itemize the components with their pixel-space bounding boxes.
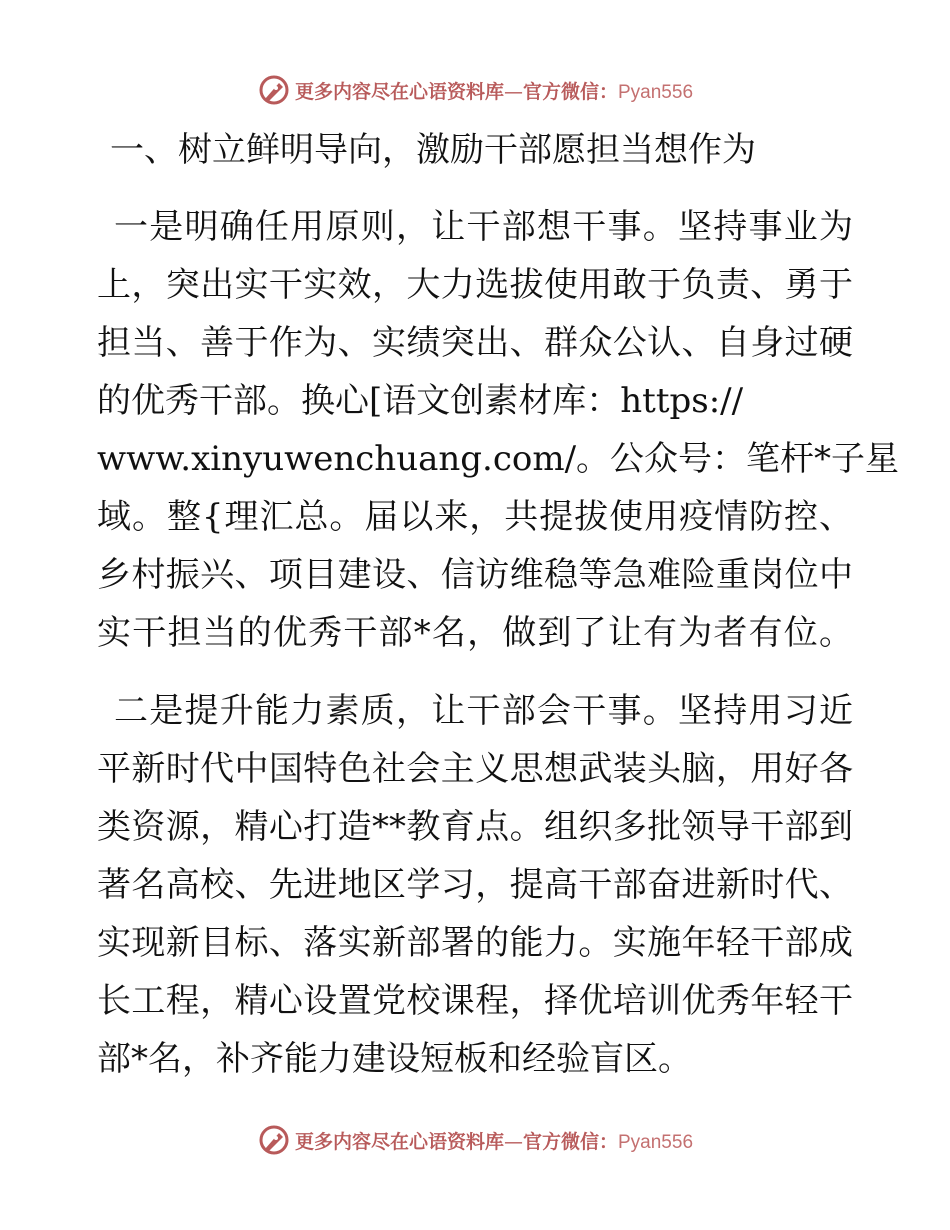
footer-banner [0,1120,950,1160]
pen-nib-logo-icon [257,73,291,107]
paragraph-line: 实干担当的优秀干部*名，做到了让有为者有位。 [97,613,853,653]
paragraph-2 [97,682,853,1088]
paragraph-line: www.xinyuwenchuang.com/。公众号：笔杆*子星 [97,439,900,479]
banner-separator: — [503,80,523,103]
section-heading: 一、树立鲜明导向，激励干部愿担当想作为 [110,130,756,170]
banner-separator: — [503,1130,523,1153]
header-banner [0,70,950,110]
banner-text [295,1127,693,1154]
banner-wechat-id: Pyan556 [618,1131,694,1153]
banner-wechat-label: 官方微信： [522,80,618,103]
banner-slogan: 更多内容尽在心语资料库 [294,80,504,103]
paragraph-line: 担当、善于作为、实绩突出、群众公认、自身过硬 [97,323,853,363]
banner-text [295,77,693,104]
paragraph-line: 类资源，精心打造**教育点。组织多批领导干部到 [97,807,853,847]
paragraph-line: 域。整{理汇总。届以来，共提拔使用疫情防控、 [97,497,853,537]
banner-wechat-label: 官方微信： [522,1130,618,1153]
paragraph-line: 实现新目标、落实新部署的能力。实施年轻干部成 [97,923,853,963]
paragraph-line: 部*名，补齐能力建设短板和经验盲区。 [97,1039,692,1079]
pen-nib-logo-icon [257,1123,291,1157]
paragraph-line: 乡村振兴、项目建设、信访维稳等急难险重岗位中 [97,555,853,595]
document-body [97,122,900,1088]
paragraph-1 [97,198,900,662]
paragraph-line: 上，突出实干实效，大力选拔使用敢于负责、勇于 [97,265,853,305]
paragraph-line: 著名高校、先进地区学习，提高干部奋进新时代、 [97,865,853,905]
banner-wechat-id: Pyan556 [618,81,694,103]
paragraph-line: 平新时代中国特色社会主义思想武装头脑，用好各 [97,749,853,789]
paragraph-line: 一是明确任用原则，让干部想干事。坚持事业为 [114,207,853,247]
paragraph-line: 的优秀干部。换心[语文创素材库：https:// [97,381,744,421]
banner-slogan: 更多内容尽在心语资料库 [294,1130,504,1153]
paragraph-line: 长工程，精心设置党校课程，择优培训优秀年轻干 [97,981,853,1021]
paragraph-line: 二是提升能力素质，让干部会干事。坚持用习近 [114,691,853,731]
